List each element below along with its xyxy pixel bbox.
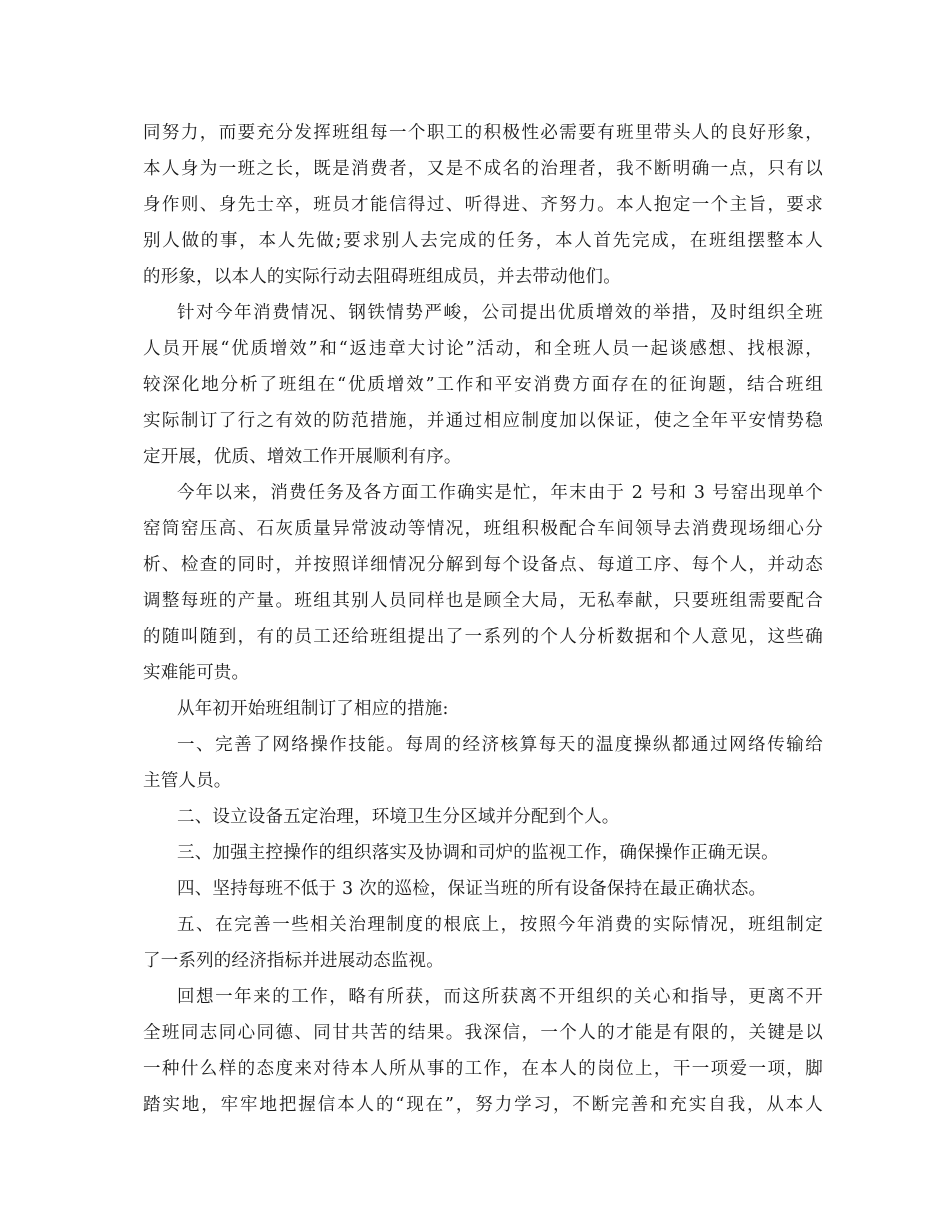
text-line: 五、在完善一些相关治理制度的根底上，按照今年消费的实际情况，班组制定 xyxy=(177,915,823,935)
text-line: 同努力，而要充分发挥班组每一个职工的积极性必需要有班里带头人的良好形象， xyxy=(143,123,823,143)
text-line: 调整每班的产量。班组其别人员同样也是顾全大局，无私奉献，只要班组需要配合 xyxy=(143,591,823,611)
text-line: 较深化地分析了班组在“优质增效”工作和平安消费方面存在的征询题，结合班组 xyxy=(143,375,823,395)
text-line: 四、坚持每班不低于 3 次的巡检，保证当班的所有设备保持在最正确状态。 xyxy=(177,879,767,899)
text-line: 别人做的事，本人先做;要求别人去完成的任务，本人首先完成，在班组摆整本人 xyxy=(143,231,823,251)
text-line: 一、完善了网络操作技能。每周的经济核算每天的温度操纵都通过网络传输给 xyxy=(177,735,823,755)
text-line: 一种什么样的态度来对待本人所从事的工作，在本人的岗位上，干一项爱一项，脚 xyxy=(143,1059,823,1079)
text-line: 本人身为一班之长，既是消费者，又是不成名的治理者，我不断明确一点，只有以 xyxy=(143,159,823,179)
text-line: 从年初开始班组制订了相应的措施: xyxy=(177,699,449,719)
text-line: 的形象，以本人的实际行动去阻碍班组成员，并去带动他们。 xyxy=(143,267,621,287)
text-line: 踏实地，牢牢地把握信本人的“现在”，努力学习，不断完善和充实自我，从本人 xyxy=(143,1095,823,1115)
text-line: 了一系列的经济指标并进展动态监视。 xyxy=(143,951,444,971)
text-line: 三、加强主控操作的组织落实及协调和司炉的监视工作，确保操作正确无误。 xyxy=(177,843,779,863)
text-line: 回想一年来的工作，略有所获，而这所获离不开组织的关心和指导，更离不开 xyxy=(177,987,823,1007)
document-body xyxy=(143,115,823,1123)
text-line: 针对今年消费情况、钢铁情势严峻，公司提出优质增效的举措，及时组织全班 xyxy=(177,303,823,323)
text-line: 人员开展“优质增效”和“返违章大讨论”活动，和全班人员一起谈感想、找根源， xyxy=(143,339,823,359)
text-line: 今年以来，消费任务及各方面工作确实是忙，年末由于 2 号和 3 号窑出现单个 xyxy=(177,483,823,503)
text-line: 窑筒窑压高、石灰质量异常波动等情况，班组积极配合车间领导去消费现场细心分 xyxy=(143,519,823,539)
text-line: 身作则、身先士卒，班员才能信得过、听得进、齐努力。本人抱定一个主旨，要求 xyxy=(143,195,823,215)
text-line: 实难能可贵。 xyxy=(143,663,250,683)
text-line: 析、检查的同时，并按照详细情况分解到每个设备点、每道工序、每个人，并动态 xyxy=(143,555,823,575)
text-line: 全班同志同心同德、同甘共苦的结果。我深信，一个人的才能是有限的，关键是以 xyxy=(143,1023,823,1043)
text-line: 定开展，优质、增效工作开展顺利有序。 xyxy=(143,447,462,467)
text-line: 的随叫随到，有的员工还给班组提出了一系列的个人分析数据和个人意见，这些确 xyxy=(143,627,823,647)
text-line: 二、设立设备五定治理，环境卫生分区域并分配到个人。 xyxy=(177,807,620,827)
text-line: 实际制订了行之有效的防范措施，并通过相应制度加以保证，使之全年平安情势稳 xyxy=(143,411,823,431)
text-line: 主管人员。 xyxy=(143,771,232,791)
